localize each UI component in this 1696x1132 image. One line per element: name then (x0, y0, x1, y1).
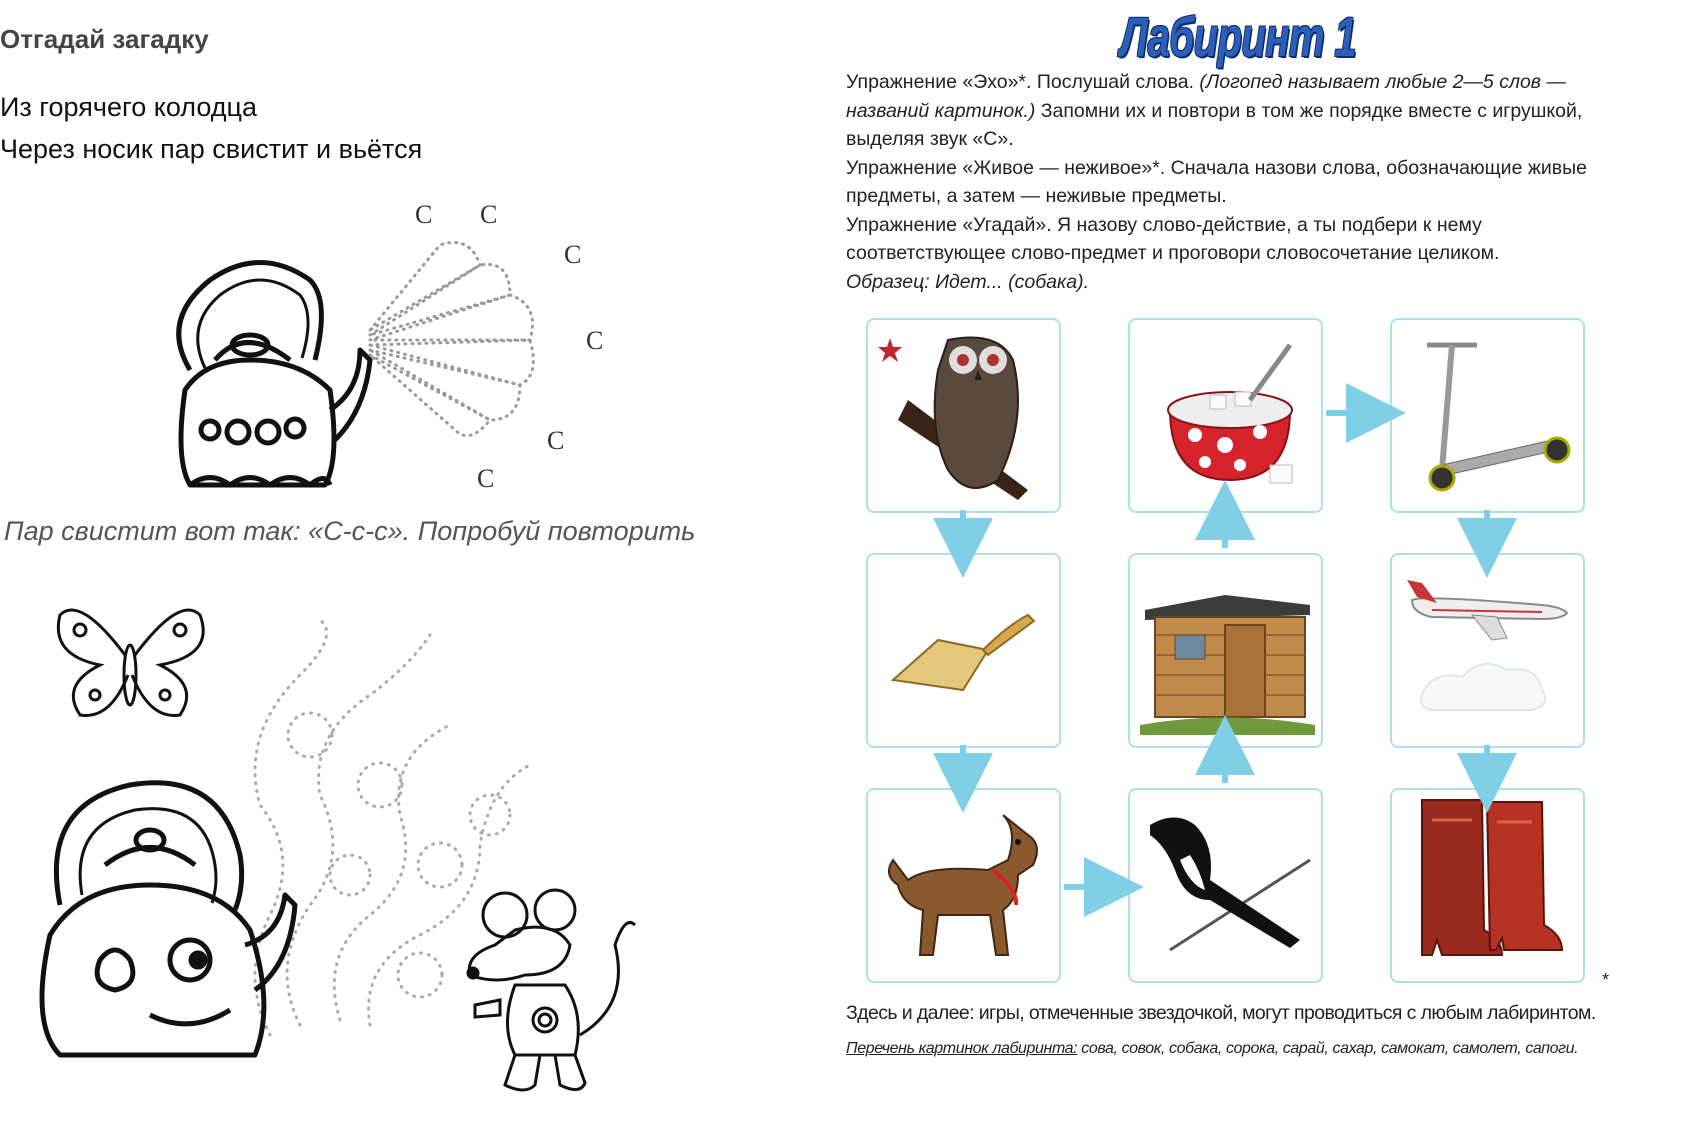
footnote-mark: * (1602, 970, 1610, 990)
butterfly-illustration (40, 595, 220, 730)
exercise-echo-text-2: Запомни их и повтори в том же порядке вместе с игрушкой, выделяя звук «С». (846, 99, 1583, 150)
steam-letter: С (564, 240, 582, 269)
example-text (846, 268, 1636, 297)
example-italic: Образец: Идет... (собака). (846, 270, 1089, 293)
mouse-illustration (455, 885, 645, 1100)
exercise-echo-note: (Логопед называет любые 2—5 слов — названий картинок.) (846, 71, 1566, 122)
left-title: Отгадай загадку (0, 24, 209, 54)
maze-arrows (846, 300, 1646, 990)
exercise-echo (846, 68, 1636, 154)
steam-letter: С (477, 464, 495, 493)
face-kettle-illustration (20, 745, 310, 1075)
maze-title: Лабиринт 1 (1120, 5, 1357, 68)
riddle-line-2: Через носик пар свистит и вьётся (0, 134, 423, 164)
maze-picture-list (846, 1040, 1578, 1058)
list-label: Перечень картинок лабиринта: (846, 1040, 1078, 1057)
instructions (846, 68, 1636, 296)
steam-letter: С (480, 200, 498, 229)
hint-text: Пар свистит вот так: «С-с-с». Попробуй повторить (4, 516, 696, 546)
exercise-alive: Упражнение «Живое — неживое»*. Сначала назови слова, обозначающие живые предметы, а затем — неживые предметы. (846, 156, 1587, 207)
exercise-echo-text: Упражнение «Эхо»*. Послушай слова. (846, 71, 1200, 93)
maze-note: Здесь и далее: игры, отмеченные звездочкой, могут проводиться с любым лабиринтом. (846, 1002, 1596, 1024)
steam-letter: С (547, 426, 565, 455)
steam-letter: С (586, 326, 604, 355)
steam-letter: С (415, 200, 433, 229)
list-items: сова, совок, собака, сорока, сарай, сахар, самокат, самолет, сапоги. (1077, 1040, 1579, 1057)
riddle-line-1: Из горячего колодца (0, 92, 258, 122)
exercise-guess: Упражнение «Угадай». Я назову слово-действие, а ты подбери к нему соответствующее слово-предмет и проговори словосочетание целиком. (846, 213, 1500, 264)
